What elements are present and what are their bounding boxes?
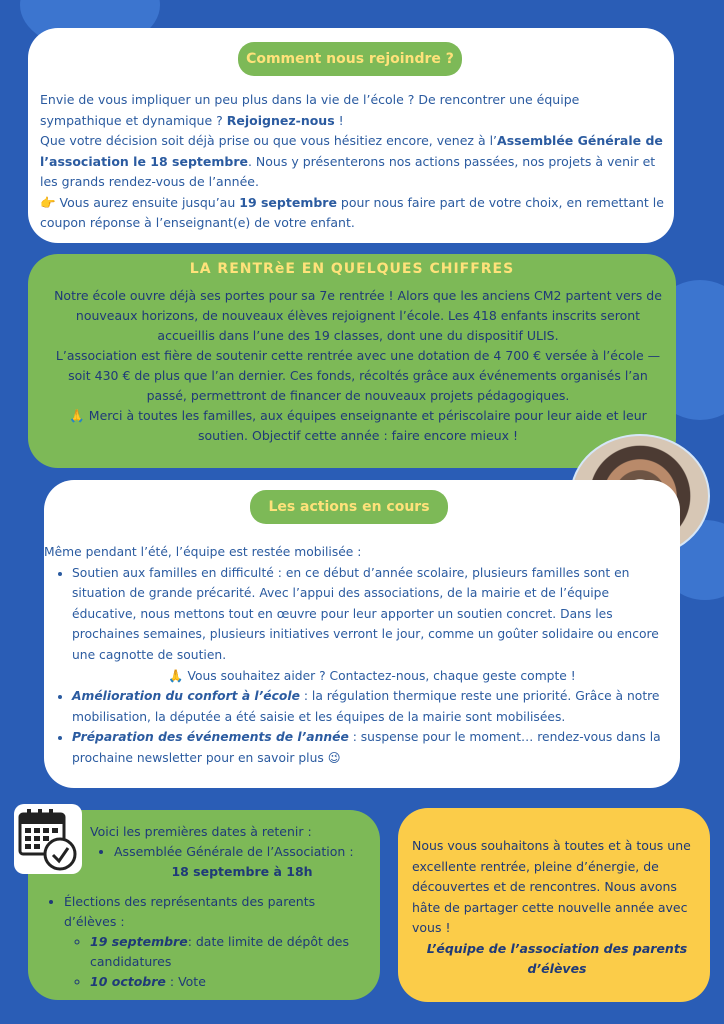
wishes-paragraph: Nous vous souhaitons à toutes et à tous une excellente rentrée, pleine d’énergie, de découvertes et de rencontres. Nous avons hâte de partager cette nouvelle année avec vous ! (412, 838, 691, 935)
dates-deadline-item: ◦ 19 septembre: date limite de dépôt des candidatures (90, 932, 370, 972)
join-paragraph-1: Envie de vous impliquer un peu plus dans la vie de l’école ? De rencontrer une équipe sympathique et dynamique ? Rejoignez-nous ! (40, 92, 580, 128)
join-paragraph-2: Que votre décision soit déjà prise ou que vous hésitiez encore, venez à l’Assemblée Générale de l’association le 18 septembre. Nous y présenterons nos actions passées, nos projets à venir et les grands rendez-vous de l’année. (40, 133, 663, 189)
wishes-signature: L’équipe de l’association des parents d’élèves (426, 940, 688, 976)
stats-text (50, 286, 666, 446)
stats-title: LA RENTRèE EN QUELQUES CHIFFRES (189, 261, 515, 277)
stats-paragraph-1: Notre école ouvre déjà ses portes pour sa 7e rentrée ! Alors que les anciens CM2 partent vers de nouveaux horizons, de nouveaux élèves rejoignent l’école. Les 418 enfants inscrits seront accueillis dans l’une des 19 classes, dont une du dispositif ULIS. (54, 288, 662, 343)
dates-elections-sublist (64, 932, 370, 992)
praying-hands-icon: 🙏 (168, 668, 184, 683)
stats-paragraph-3: 🙏 Merci à toutes les familles, aux équipes enseignante et périscolaire pour leur aide et leur soutien. Objectif cette année : faire encore mieux ! (69, 408, 647, 443)
actions-item-support: • Soutien aux familles en difficulté : en ce début d’année scolaire, plusieurs familles sont en situation de grande précarité. Avec l’appui des associations, de la mairie et de l’équipe éducative, nous mettons tout en œuvre pour leur apporter un soutien concret. Dans les prochaines semaines, plusieurs initiatives verront le jour, comme un goûter solidaire ou encore une cagnotte de soutien. 🙏 Vous souhaitez aider ? Contactez-nous, chaque geste compte ! (72, 563, 672, 687)
dates-text (48, 822, 370, 992)
join-title: Comment nous rejoindre ? (238, 42, 462, 76)
actions-item-comfort: • Amélioration du confort à l’école : la régulation thermique reste une priorité. Grâce à notre mobilisation, la députée a été saisie et les équipes de la mairie sont mobilisées. (72, 686, 672, 727)
dates-elections-item: • Élections des représentants des parents d’élèves : ◦ 19 septembre: date limite de dépôt des candidatures ◦ 10 octobre : Vote (64, 892, 370, 992)
stats-paragraph-2: L’association est fière de soutenir cette rentrée avec une dotation de 4 700 € versée à l’école — soit 430 € de plus que l’an dernier. Ces fonds, récoltés grâce aux événements organisés l’an passé, permettront de financer de nouveaux projets pédagogiques. (55, 348, 661, 403)
actions-title: Les actions en cours (250, 490, 448, 524)
actions-list (44, 563, 672, 769)
actions-text (44, 542, 672, 769)
join-text (40, 90, 664, 234)
winking-face-icon: 😉 (327, 750, 341, 765)
join-paragraph-3: 👉 Vous aurez ensuite jusqu’au 19 septembre pour nous faire part de votre choix, en remettant le coupon réponse à l’enseignant(e) de votre enfant. (40, 194, 664, 230)
pointing-hand-icon: 👉 (40, 194, 56, 210)
dates-ag-list (48, 842, 370, 882)
actions-item-events: • Préparation des événements de l’année : suspense pour le moment… rendez-vous dans la prochaine newsletter pour en savoir plus 😉 (72, 727, 672, 768)
dates-ag-item: • Assemblée Générale de l’Association : 18 septembre à 18h (114, 842, 370, 882)
dates-intro: Voici les premières dates à retenir : (90, 824, 312, 839)
actions-intro: Même pendant l’été, l’équipe est restée mobilisée : (44, 545, 362, 559)
wishes-text (412, 836, 702, 980)
dates-elections-list (48, 892, 370, 992)
dates-vote-item: ◦ 10 octobre : Vote (90, 972, 370, 992)
praying-hands-icon: 🙏 (69, 408, 85, 423)
